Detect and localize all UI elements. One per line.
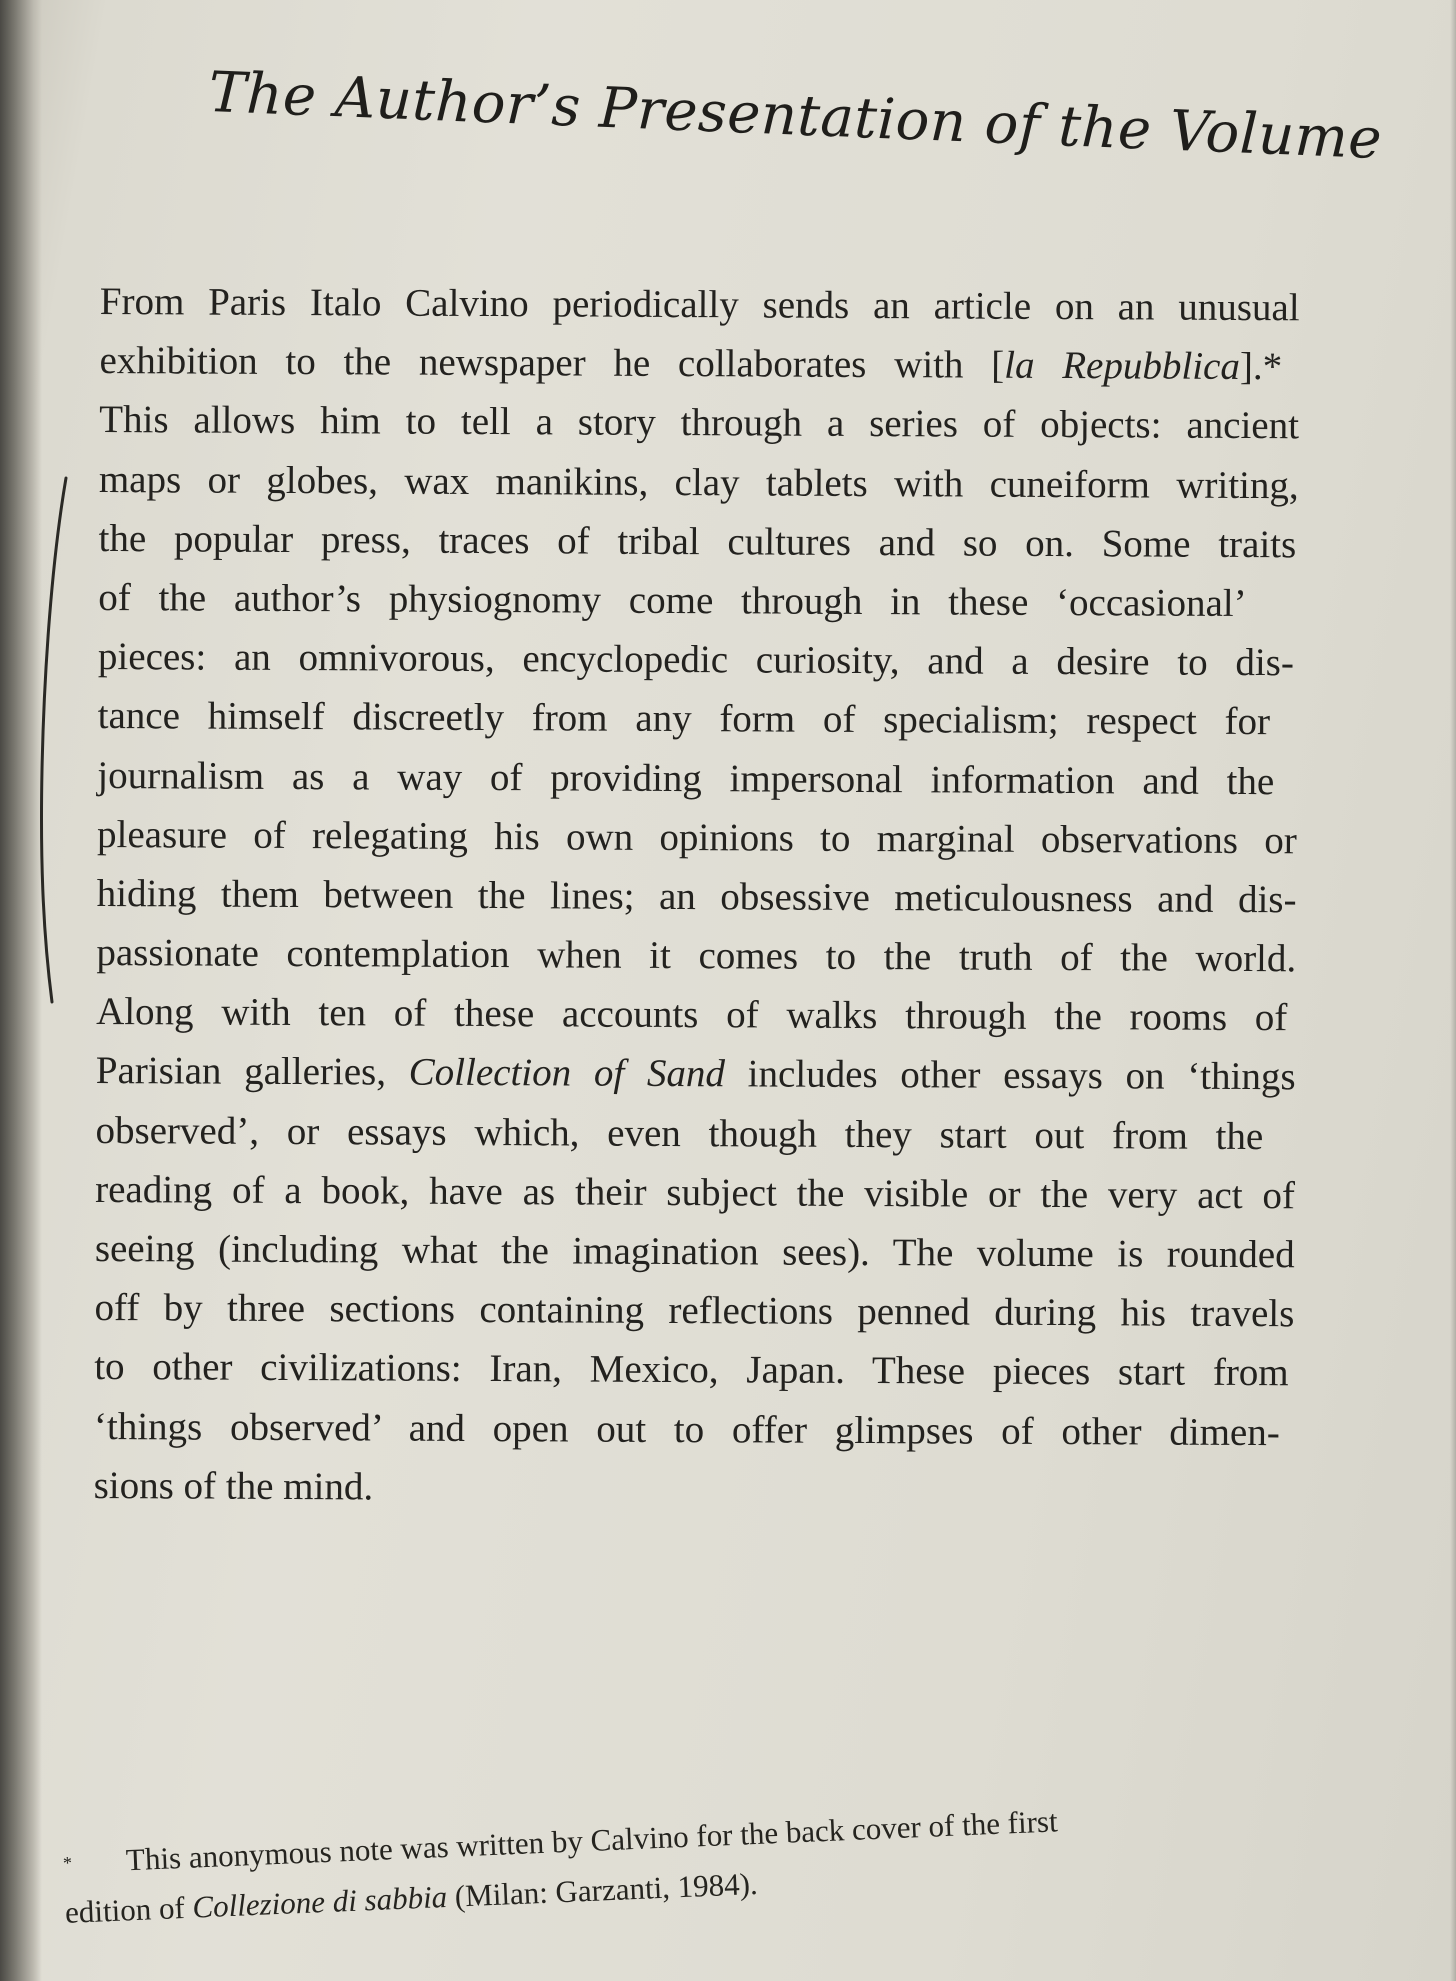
body-line — [95, 1219, 1295, 1284]
page-title: The Author’s Presentation of the Volume — [207, 60, 1384, 173]
text-segment: sions of the mind. — [93, 1463, 374, 1509]
body-paragraph — [93, 272, 1299, 1521]
body-line — [94, 1337, 1294, 1402]
body-line — [95, 1160, 1295, 1225]
text-segment: Parisian galleries, — [95, 1049, 409, 1095]
body-line — [98, 686, 1298, 751]
text-segment: to other civilizations: Iran, Mexico, Japan. These pieces start from — [94, 1345, 1289, 1395]
body-line — [99, 450, 1299, 515]
text-segment: Along with ten of these accounts of walks through the rooms of — [96, 990, 1288, 1040]
text-segment: journalism as a way of providing impersonal information and the — [97, 753, 1275, 803]
body-line — [96, 923, 1296, 988]
text-segment: of the author’s physiognomy come through in these ‘occasional’ — [98, 575, 1247, 625]
body-line — [97, 864, 1297, 929]
margin-pencil-mark — [30, 470, 80, 1010]
body-line — [100, 272, 1300, 337]
footnote — [62, 1785, 1325, 1938]
italic-title: Collection of Sand — [408, 1051, 726, 1096]
body-line — [94, 1397, 1294, 1462]
text-segment: pieces: an omnivorous, encyclopedic curiosity, and a desire to dis- — [97, 635, 1295, 685]
body-line — [95, 1101, 1295, 1166]
text-segment: ].* — [1239, 345, 1283, 389]
body-line — [98, 627, 1298, 692]
body-line — [97, 805, 1297, 870]
text-segment: From Paris Italo Calvino periodically sends an article on an unusual — [99, 279, 1300, 330]
body-line — [98, 568, 1298, 633]
text-segment: edition of — [64, 1889, 194, 1930]
italic-title: la Repubblica — [1004, 343, 1241, 389]
body-line — [97, 745, 1297, 810]
body-line — [96, 1041, 1296, 1106]
body-line — [96, 982, 1296, 1047]
text-segment: off by three sections containing reflections penned during his travels — [94, 1286, 1295, 1336]
text-segment: ‘things observed’ and open out to offer glimpses of other dimen- — [93, 1404, 1280, 1454]
body-line — [94, 1278, 1294, 1343]
text-segment: passionate contemplation when it comes to the truth of the world. — [96, 931, 1297, 981]
text-segment: reading of a book, have as their subject the visible or the very act of — [95, 1167, 1296, 1218]
text-segment: tance himself discreetly from any form of specialism; respect for — [97, 694, 1271, 744]
text-segment: This anonymous note was written by Calvino for the back cover of the first — [125, 1803, 1059, 1878]
italic-title: Collezione di sabbia — [191, 1878, 448, 1925]
text-segment: the popular press, traces of tribal cultures and so on. Some traits — [98, 516, 1297, 567]
body-line — [93, 1456, 1293, 1521]
text-segment: exhibition to the newspaper he collaborates with [ — [99, 339, 1005, 387]
body-line — [98, 509, 1298, 574]
text-segment: seeing (including what the imagination sees). The volume is rounded — [94, 1226, 1295, 1277]
footnote-marker: * — [62, 1852, 73, 1873]
text-segment: hiding them between the lines; an obsessive meticulousness and dis- — [96, 871, 1297, 922]
text-segment: This allows him to tell a story through a series of objects: ancient — [99, 398, 1300, 448]
body-line — [99, 331, 1299, 396]
page-edge — [1450, 0, 1456, 1981]
text-segment: includes other essays on ‘things — [724, 1052, 1296, 1099]
footnote-indent — [86, 1870, 126, 1872]
body-line — [99, 390, 1299, 455]
text-segment: maps or globes, wax manikins, clay tablets with cuneiform writing, — [98, 457, 1299, 507]
text-segment: (Milan: Garzanti, 1984). — [446, 1865, 759, 1914]
text-segment: pleasure of relegating his own opinions to marginal observations or — [96, 812, 1297, 862]
text-segment: observed’, or essays which, even though they start out from the — [95, 1108, 1264, 1158]
